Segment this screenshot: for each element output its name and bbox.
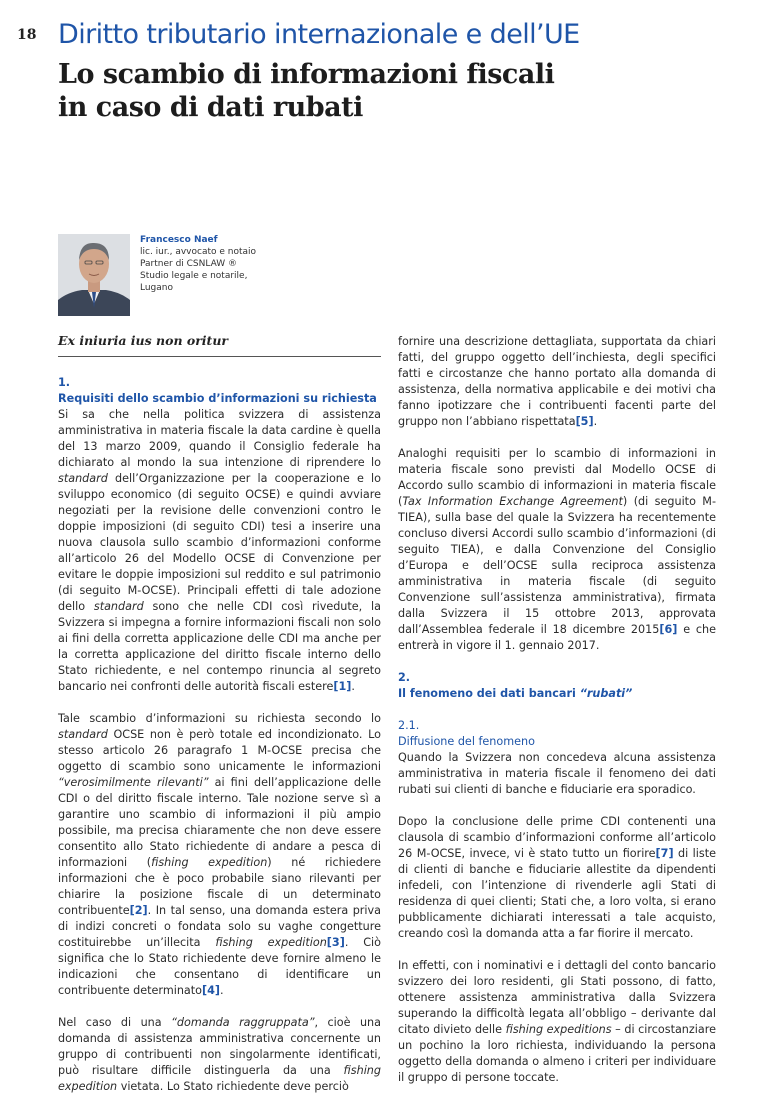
footnote-ref[interactable]: [7] xyxy=(655,847,674,860)
article-title xyxy=(58,58,698,124)
author-name: Francesco Naef xyxy=(140,235,218,245)
paragraph: Tale scambio d’informazioni su richiesta secondo lo standard OCSE non è però totale ed incondizionato. Lo stesso articolo 26 paragrafo 1 M-OCSE precisa che oggetto di scambio sono unicamente le informazioni “verosimilmente rilevanti” ai fini dell’applicazione delle CDI o del diritto fiscale interno. Tale nozione serve sì a garantire uno scambio di informazioni il più ampio possibile, ma precisa chiaramente che non deve essere consentito allo Stato richiedente di andare a pesca di informazioni (fishing expedition) né richiedere informazioni che è poco probabile siano rilevanti per chiarire la posizione fiscale di un determinato contribuente[2]. In tal senso, una domanda estera priva di indizi concreti o fondata solo su vaghe congetture costituirebbe un’illecita fishing expedition[3]. Ciò significa che lo Stato richiedente deve fornire almeno le indicazioni che consentano di identificare un contribuente determinato[4]. xyxy=(58,712,381,997)
author-line-2: Partner di CSNLAW ® xyxy=(140,259,238,269)
page-number: 18 xyxy=(17,27,37,43)
section-2-title: Il fenomeno dei dati bancari “rubati” xyxy=(398,687,633,700)
author-line-3: Studio legale e notarile, xyxy=(140,271,248,281)
footnote-ref[interactable]: [5] xyxy=(575,415,594,428)
footnote-ref[interactable]: [3] xyxy=(326,936,345,949)
motto: Ex iniuria ius non oritur xyxy=(58,333,229,348)
left-column xyxy=(58,375,381,1111)
paragraph: Nel caso di una “domanda raggruppata”, cioè una domanda di assistenza amministrativa concernente un gruppo di contribuenti non singolarmente identificati, può risultare difficile distinguerla da una fishing expedition vietata. Lo Stato richiedente deve perciò xyxy=(58,1016,381,1093)
author-portrait-image xyxy=(58,234,130,316)
subsection-2-1-number: 2.1. xyxy=(398,719,420,732)
divider xyxy=(58,356,381,357)
paragraph: In effetti, con i nominativi e i dettagli del conto bancario svizzero dei loro residenti, gli Stati possono, di fatto, ottenere assistenza amministrativa dalla Svizzera superando la difficoltà legata all’obbligo – derivante dal citato divieto delle fishing expeditions – di circostanziare un pochino la loro richiesta, individuando la persona oggetto della domanda o almeno i criteri per individuare il gruppo di persone toccate. xyxy=(398,959,716,1084)
author-line-4: Lugano xyxy=(140,283,173,293)
footnote-ref[interactable]: [1] xyxy=(333,680,352,693)
subsection-2-1-title: Diffusione del fenomeno xyxy=(398,735,535,748)
section-2-number: 2. xyxy=(398,671,411,684)
section-kicker: Diritto tributario internazionale e dell’UE xyxy=(58,19,580,50)
author-info xyxy=(140,234,300,294)
paragraph: Quando la Svizzera non concedeva alcuna assistenza amministrativa in materia fiscale il fenomeno dei dati rubati sui clienti di banche e fiduciarie era sporadico. xyxy=(398,751,716,796)
footnote-ref[interactable]: [2] xyxy=(129,904,148,917)
paragraph: fornire una descrizione dettagliata, supportata da chiari fatti, del gruppo oggetto dell’inchiesta, degli specifici fatti e circostanze che hanno portato alla domanda di assistenza, della normativa applicabile e dei motivi cha fanno ipotizzare che i contribuenti facenti parte del gruppo non l’abbiano rispettata[5]. xyxy=(398,335,716,428)
footnote-ref[interactable]: [6] xyxy=(659,623,678,636)
author-photo xyxy=(58,234,130,316)
paragraph: Analoghi requisiti per lo scambio di informazioni in materia fiscale sono previsti dal Modello OCSE di Accordo sullo scambio di informazioni in materia fiscale (Tax Information Exchange Agreement) (di seguito M-TIEA), sulla base del quale la Svizzera ha recentemente concluso diversi Accordi sullo scambio d’informazioni (di seguito TIEA), e dalla Convenzione del Consiglio d’Europa e dell’OCSE sulla reciproca assistenza amministrativa in materia fiscale (di seguito Convenzione sull’assistenza amministrativa), firmata dalla Svizzera il 15 ottobre 2013, approvata dall’Assemblea federale il 18 dicembre 2015[6] e che entrerà in vigore il 1. gennaio 2017. xyxy=(398,447,717,652)
title-line-1: Lo scambio di informazioni fiscali xyxy=(58,59,555,90)
author-line-1: lic. iur., avvocato e notaio xyxy=(140,247,257,257)
section-1-title: Requisiti dello scambio d’informazioni su richiesta xyxy=(58,392,377,405)
right-column xyxy=(398,334,716,1102)
paragraph: Dopo la conclusione delle prime CDI contenenti una clausola di scambio d’informazioni conforme all’articolo 26 M-OCSE, invece, vi è stato tutto un fiorire[7] di liste di clienti di banche e fiduciarie allestite da dipendenti infedeli, con l’intenzione di rivenderle agli Stati di residenza di quei clienti; Stati che, a loro volta, si erano pubblicamente dichiarati interessati a tale acquisto, creando così la domanda atta a far fiorire il mercato. xyxy=(398,815,716,940)
paragraph: Si sa che nella politica svizzera di assistenza amministrativa in materia fiscale la data cardine è quella del 13 marzo 2009, quando il Consiglio federale ha dichiarato al mondo la sua intenzione di riprendere lo standard dell’Organizzazione per la cooperazione e lo sviluppo economico (di seguito OCSE) e quindi avviare negoziati per la revisione delle convenzioni contro le doppie imposizioni (di seguito CDI) tesi a inserire una nuova clausola sullo scambio d’informazioni conforme all’articolo 26 del Modello OCSE di Convenzione per evitare le doppie imposizioni sul reddito e sul patrimonio (di seguito M-OCSE). Principali effetti di tale adozione dello standard sono che nelle CDI così rivedute, la Svizzera si impegna a fornire informazioni fiscali non solo ai fini della corretta applicazione delle CDI ma anche per la corretta applicazione del diritto fiscale interno dello Stato richiedente, e nel contempo rinuncia al segreto bancario nei confronti delle autorità fiscali estere[1]. xyxy=(58,408,381,693)
title-line-2: in caso di dati rubati xyxy=(58,92,363,123)
footnote-ref[interactable]: [4] xyxy=(202,984,221,997)
section-1-number: 1. xyxy=(58,376,71,389)
